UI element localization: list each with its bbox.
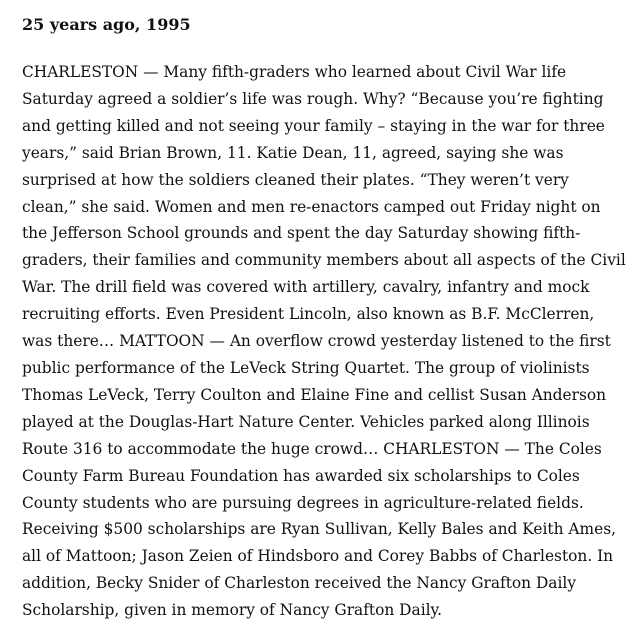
article — [22, 0, 626, 624]
article-body: CHARLESTON — Many fifth-graders who learned about Civil War life Saturday agreed a soldier’s life was rough. Why? “Because you’re fighting and getting killed and not seeing your family – staying in the war for three years,” said Brian Brown, 11. Katie Dean, 11, agreed, saying she was surprised at how the soldiers cleaned their plates. “They weren’t very clean,” she said. Women and men re-enactors camped out Friday night on the Jefferson School grounds and spent the day Saturday showing fifth-graders, their families and community members about all aspects of the Civil War. The drill field was covered with artillery, cavalry, infantry and mock recruiting efforts. Even President Lincoln, also known as B.F. McClerren, was there… MATTOON — An overflow crowd yesterday listened to the first public performance of the LeVeck String Quartet. The group of violinists Thomas LeVeck, Terry Coulton and Elaine Fine and cellist Susan Anderson played at the Douglas-Hart Nature Center. Vehicles parked along Illinois Route 316 to accommodate the huge crowd… CHARLESTON — The Coles County Farm Bureau Foundation has awarded six scholarships to Coles County students who are pursuing degrees in agriculture-related fields. Receiving $500 scholarships are Ryan Sullivan, Kelly Bales and Keith Ames, all of Mattoon; Jason Zeien of Hindsboro and Corey Babbs of Charleston. In addition, Becky Snider of Charleston received the Nancy Grafton Daily Scholarship, given in memory of Nancy Grafton Daily. — [22, 63, 626, 620]
article-heading: 25 years ago, 1995 — [22, 15, 191, 34]
